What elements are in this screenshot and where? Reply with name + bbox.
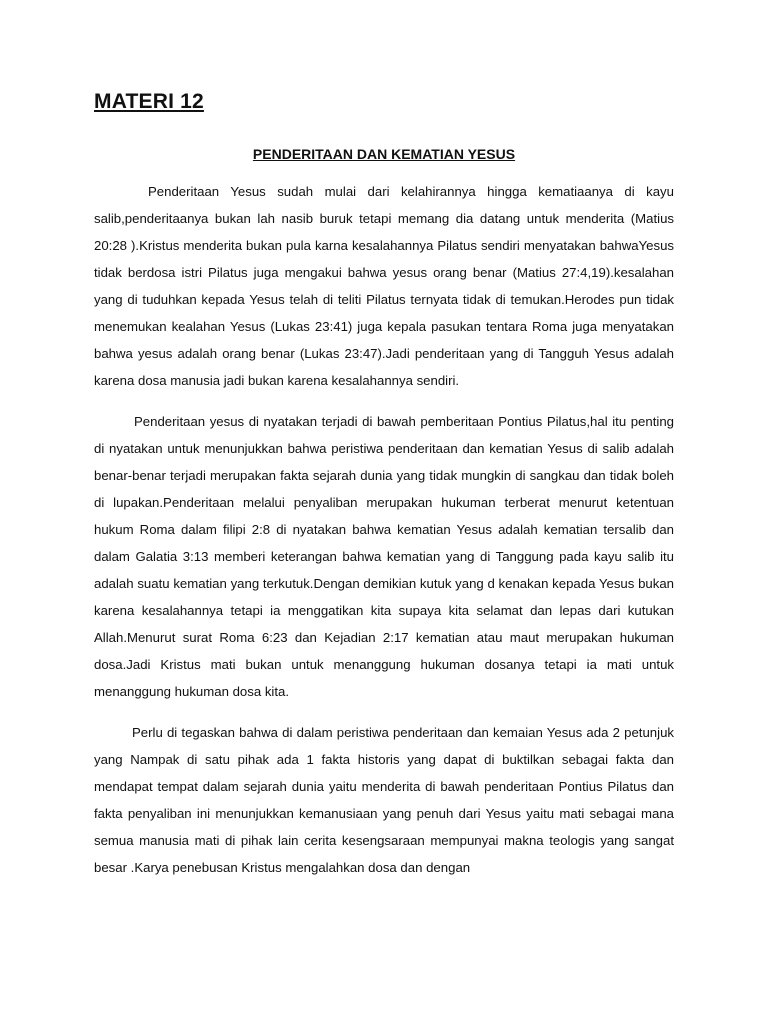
paragraph-3: Perlu di tegaskan bahwa di dalam peristiwa penderitaan dan kemaian Yesus ada 2 petunjuk yang Nampak di satu pihak ada 1 fakta historis yang dapat di buktilkan sebagai fakta dan mendapat tempat dalam sejarah dunia yaitu menderita di bawah penderitaan Pontius Pilatus dan fakta penyaliban ini menunjukkan kemanusiaan yang penuh dari Yesus yaitu mati sebagai mana semua manusia mati di pihak lain cerita kesengsaraan mempunyai makna teologis yang sangat besar .Karya penebusan Kristus mengalahkan dosa dan dengan bbox=[94, 725, 674, 875]
document-title: MATERI 12 bbox=[94, 90, 204, 113]
paragraph-2: Penderitaan yesus di nyatakan terjadi di bawah pemberitaan Pontius Pilatus,hal itu penting di nyatakan untuk menunjukkan bahwa peristiwa penderitaan dan kematian Yesus di salib adalah benar-benar terjadi merupakan fakta sejarah dunia yang tidak mungkin di sangkau dan tidak boleh di lupakan.Penderitaan melalui penyaliban merupakan hukuman terberat menurut ketentuan hukum Roma dalam filipi 2:8 di nyatakan bahwa kematian Yesus adalah kematian tersalib dan dalam Galatia 3:13 memberi keterangan bahwa kematian yang di Tanggung pada kayu salib itu adalah suatu kematian yang terkutuk.Dengan demikian kutuk yang d kenakan kepada Yesus bukan karena kesalahannya tetapi ia menggatikan kita supaya kita selamat dan lepas dari kutukan Allah.Menurut surat Roma 6:23 dan Kejadian 2:17 kematian atau maut merupakan hukuman dosa.Jadi Kristus mati bukan untuk menanggung hukuman dosanya tetapi ia mati untuk menanggung hukuman dosa kita. bbox=[94, 414, 674, 699]
document-body bbox=[94, 178, 674, 895]
document-subtitle: PENDERITAAN DAN KEMATIAN YESUS bbox=[252, 146, 516, 162]
paragraph-1: Penderitaan Yesus sudah mulai dari kelahirannya hingga kematiaanya di kayu salib,penderitaanya bukan lah nasib buruk tetapi memang dia datang untuk menderita (Matius 20:28 ).Kristus menderita bukan pula karna kesalahannya Pilatus sendiri menyatakan bahwaYesus tidak berdosa istri Pilatus juga mengakui bahwa yesus orang benar (Matius 27:4,19).kesalahan yang di tuduhkan kepada Yesus telah di teliti Pilatus ternyata tidak di temukan.Herodes pun tidak menemukan kealahan Yesus (Lukas 23:41) juga kepala pasukan tentara Roma juga menyatakan bahwa yesus adalah orang benar (Lukas 23:47).Jadi penderitaan yang di Tangguh Yesus adalah karena dosa manusia jadi bukan karena kesalahannya sendiri. bbox=[94, 184, 674, 388]
